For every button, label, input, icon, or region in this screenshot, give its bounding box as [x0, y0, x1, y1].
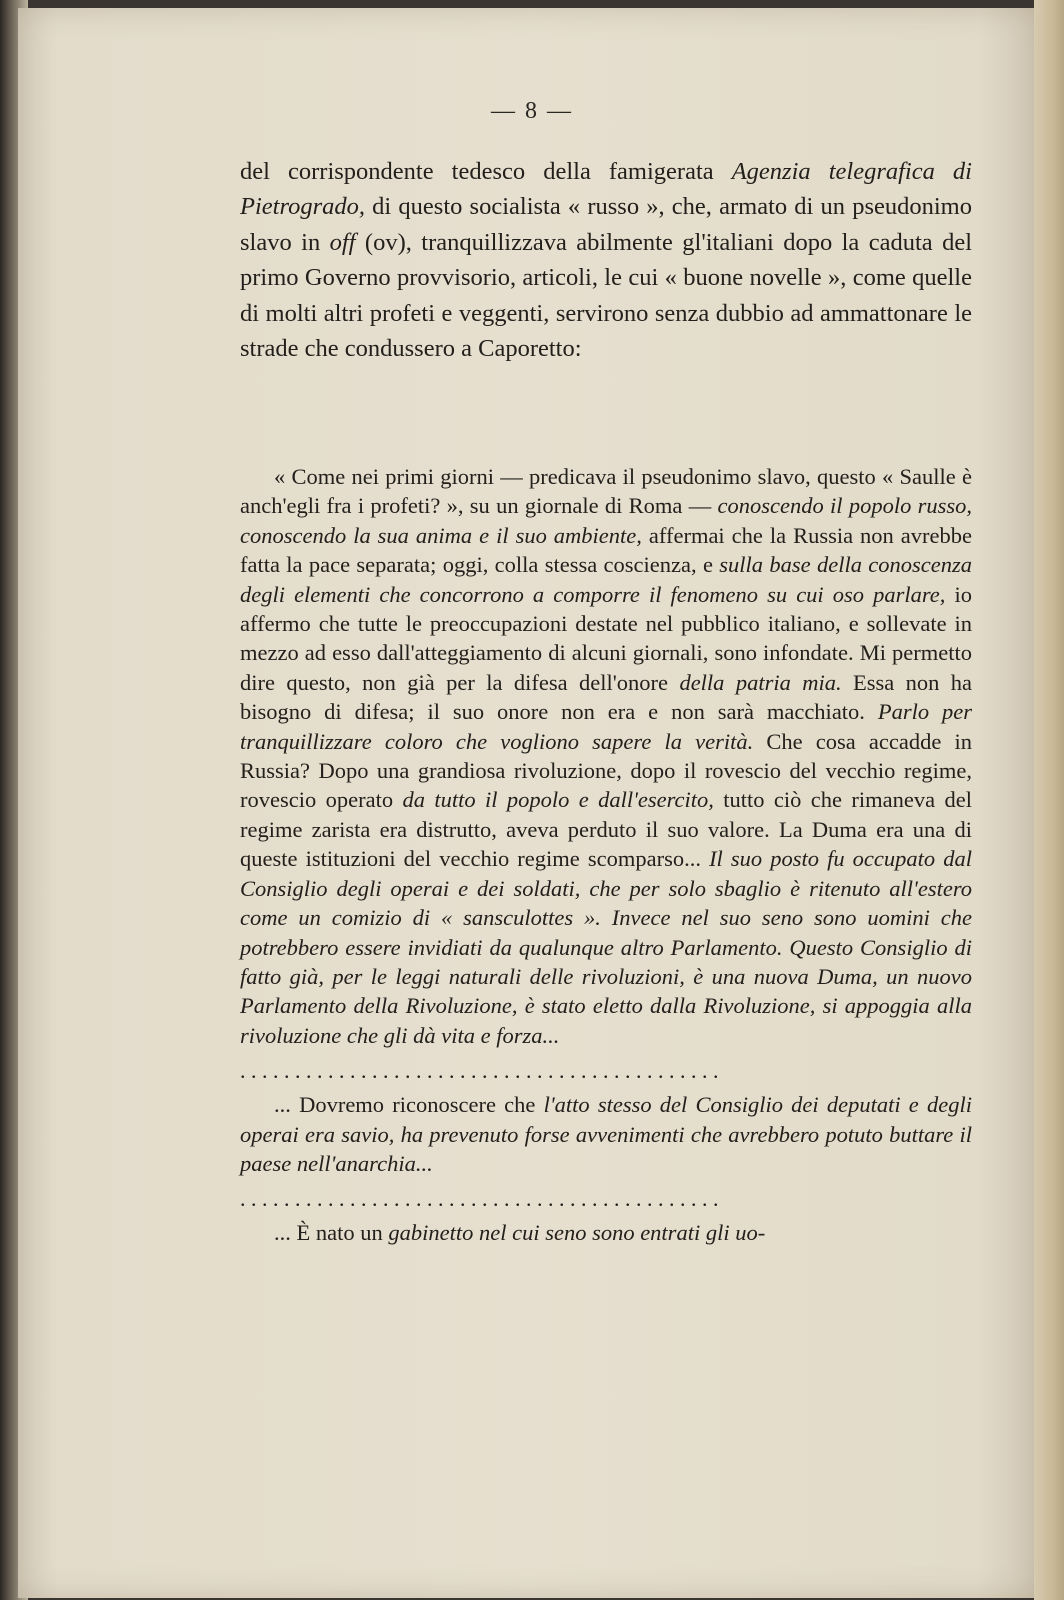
text-run-2: affermai che la Russia non avrebbe fatta la pace separata; oggi, colla stessa coscienza, e — [240, 522, 972, 578]
text-run-0: ... Dovremo riconoscere che — [274, 1092, 544, 1118]
text-run-10: tutto ciò che rimaneva del regime zarista era distrutto, aveva perduto il suo valore. La Duma era una di queste istituzioni del vecchio regime scomparso... — [240, 787, 972, 872]
italic-run-1: gabinetto nel cui seno sono entrati gli uo- — [388, 1220, 766, 1246]
italic-run-1: l'atto stesso del Consiglio dei deputati e degli operai era savio, ha prevenuto forse avvenimenti che avrebbero potuto buttare il paese nell'anarchia... — [240, 1092, 972, 1176]
text-run-4: io affermo che tutte le preoccupazioni destate nel pubblico italiano, e sollevate in mezzo ad esso dall'atteggiamento di alcuni giornali, sono infondate. Mi permetto dire questo, non già per la difesa dell'onore — [240, 581, 972, 695]
page-edge-right — [1034, 0, 1064, 1600]
quote-paragraph-2 — [240, 1090, 972, 1178]
text-run-4: (ov), tranquillizzava abilmente gl'italiani dopo la caduta del primo Governo provvisorio, articoli, le cui « buone novelle », come quelle di molti altri profeti e veggenti, servirono senza dubbio ad ammattonare le strade che condussero a Caporetto: — [240, 228, 973, 363]
italic-run-11: Il suo posto fu occupato dal Consiglio degli operai e dei soldati, che per solo sbaglio è ritenuto all'estero come un comizio di « sansculottes ». Invece nel suo seno sono uomini che potrebbero essere invidiati da qualunque altro Parlamento. Questo Consiglio di fatto già, per le leggi naturali delle rivoluzioni, è una nuova Duma, un nuovo Parlamento della Rivoluzione, è stato eletto dalla Rivoluzione, si appoggia alla rivoluzione che gli dà vita e forza... — [240, 846, 973, 1048]
italic-run-1: Agenzia telegrafica di Pietrogrado, — [240, 158, 972, 221]
text-run-2: di questo socialista « russo », che, armato di un pseudonimo slavo in — [240, 193, 972, 256]
quotation-block — [240, 462, 972, 1248]
italic-run-5: della patria mia. — [679, 669, 842, 695]
page-number: — 8 — — [491, 98, 573, 124]
text-run-6: Essa non ha bisogno di difesa; il suo onore non era e non sarà macchiato. — [240, 669, 972, 725]
italic-run-9: da tutto il popolo e dall'esercito, — [402, 787, 714, 813]
italic-run-3: sulla base della conoscenza degli elementi che concorrono a comporre il fenomeno su cui oso parlare, — [240, 552, 972, 607]
italic-run-1: conoscendo il popolo russo, conoscendo la sua anima e il suo ambiente, — [240, 493, 973, 548]
text-run-0: del corrispondente tedesco della famigerata — [240, 158, 732, 185]
italic-run-3: off — [329, 228, 356, 256]
quote-paragraph-3 — [240, 1218, 972, 1247]
text-run-0: « Come nei primi giorni — predicava il pseudonimo slavo, questo « Saulle è anch'egli fra i profeti? », su un giornale di Roma — — [240, 464, 972, 519]
paragraph-1 — [240, 154, 972, 366]
quote-paragraph-1 — [240, 462, 972, 1050]
italic-run-7: Parlo per tranquillizzare coloro che vogliono sapere la verità. — [240, 699, 972, 754]
text-run-8: Che cosa accadde in Russia? Dopo una grandiosa rivoluzione, dopo il rovescio del vecchio regime, rovescio operato — [240, 728, 972, 813]
ellipsis-separator-1: . . . . . . . . . . . . . . . . . . . . . . . . . . . . . . . . . . . . . . . . . . . . — [240, 1058, 719, 1084]
ellipsis-separator-2: . . . . . . . . . . . . . . . . . . . . . . . . . . . . . . . . . . . . . . . . . . . . — [240, 1186, 719, 1212]
body-text — [240, 154, 972, 366]
text-run-0: ... È nato un — [274, 1220, 389, 1246]
